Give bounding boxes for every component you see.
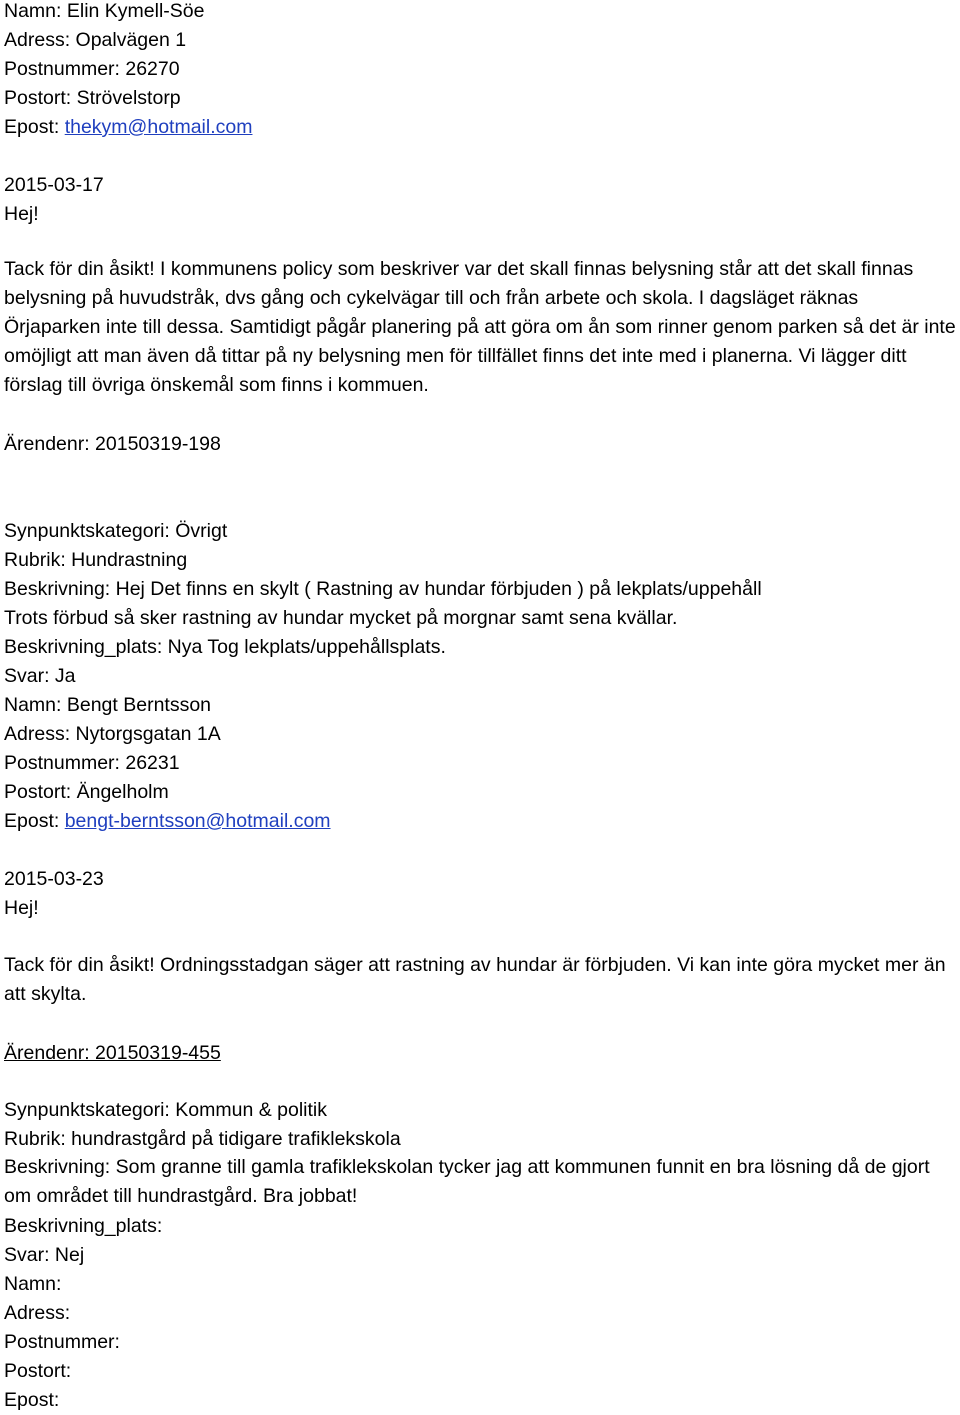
- case2-email-link[interactable]: bengt-berntsson@hotmail.com: [64, 810, 331, 832]
- case2-postnummer: Postnummer: 26231: [4, 752, 180, 774]
- case2-epost-row: [4, 809, 331, 833]
- case2-epost-label: Epost:: [4, 810, 65, 832]
- case2-halsning: Hej!: [4, 897, 39, 919]
- case1-svar-text: Tack för din åsikt! I kommunens policy som beskriver var det skall finnas belysning står att det skall finnas belysning på huvudstråk, dvs gång och cykelvägar till och från arbete och skola. I dagsläget räknas Örjaparken inte till dessa. Samtidigt pågår planering på att göra om ån som rinner genom parken så det är inte omöjligt att man även då tittar på ny belysning men för tillfället finns det inte med i planerna. Vi lägger ditt förslag till övriga önskemål som finns i kommuen.: [4, 258, 956, 396]
- case1-adress: Adress: Opalvägen 1: [4, 29, 187, 51]
- case2-postort: Postort: Ängelholm: [4, 781, 169, 803]
- case1-namn: Namn: Elin Kymell-Söe: [4, 0, 205, 22]
- case1-postnummer: Postnummer: 26270: [4, 58, 180, 80]
- case1-epost-label: Epost:: [4, 116, 65, 138]
- case2-datum: 2015-03-23: [4, 868, 104, 890]
- case3-beskrivning: Beskrivning: Som granne till gamla trafiklekskolan tycker jag att kommunen funnit en bra lösning då de gjort om området till hundrastgård. Bra jobbat!: [4, 1156, 930, 1207]
- case1-email-link[interactable]: thekym@hotmail.com: [64, 116, 253, 138]
- case2-arendenr: Ärendenr: 20150319-198: [4, 433, 221, 455]
- case1-epost-row: [4, 115, 252, 139]
- case3-postort: Postort:: [4, 1360, 72, 1382]
- case3-adress: Adress:: [4, 1302, 71, 1324]
- case3-plats: Beskrivning_plats:: [4, 1215, 163, 1237]
- case2-svar-text: Tack för din åsikt! Ordningsstadgan säger att rastning av hundar är förbjuden. Vi kan inte göra mycket mer än att skylta.: [4, 954, 946, 1005]
- case3-svar: Svar: Nej: [4, 1244, 85, 1266]
- case3-arendenr: Ärendenr: 20150319-455: [4, 1042, 221, 1064]
- case2-namn: Namn: Bengt Berntsson: [4, 694, 212, 716]
- case2-plats: Beskrivning_plats: Nya Tog lekplats/uppehållsplats.: [4, 636, 446, 658]
- case1-halsning: Hej!: [4, 203, 39, 225]
- case3-epost: Epost:: [4, 1389, 60, 1411]
- case3-kategori: Synpunktskategori: Kommun & politik: [4, 1099, 327, 1121]
- case2-beskrivning-1: Beskrivning: Hej Det finns en skylt ( Rastning av hundar förbjuden ) på lekplats/uppehåll: [4, 578, 762, 600]
- case2-svar: Svar: Ja: [4, 665, 76, 687]
- case2-adress: Adress: Nytorgsgatan 1A: [4, 723, 221, 745]
- case2-rubrik: Rubrik: Hundrastning: [4, 549, 188, 571]
- case2-beskrivning-2: Trots förbud så sker rastning av hundar mycket på morgnar samt sena kvällar.: [4, 607, 678, 629]
- case1-postort: Postort: Strövelstorp: [4, 87, 181, 109]
- case3-rubrik: Rubrik: hundrastgård på tidigare trafiklekskola: [4, 1128, 401, 1150]
- case3-namn: Namn:: [4, 1273, 62, 1295]
- case3-postnummer: Postnummer:: [4, 1331, 120, 1353]
- case1-datum: 2015-03-17: [4, 174, 104, 196]
- case2-kategori: Synpunktskategori: Övrigt: [4, 520, 228, 542]
